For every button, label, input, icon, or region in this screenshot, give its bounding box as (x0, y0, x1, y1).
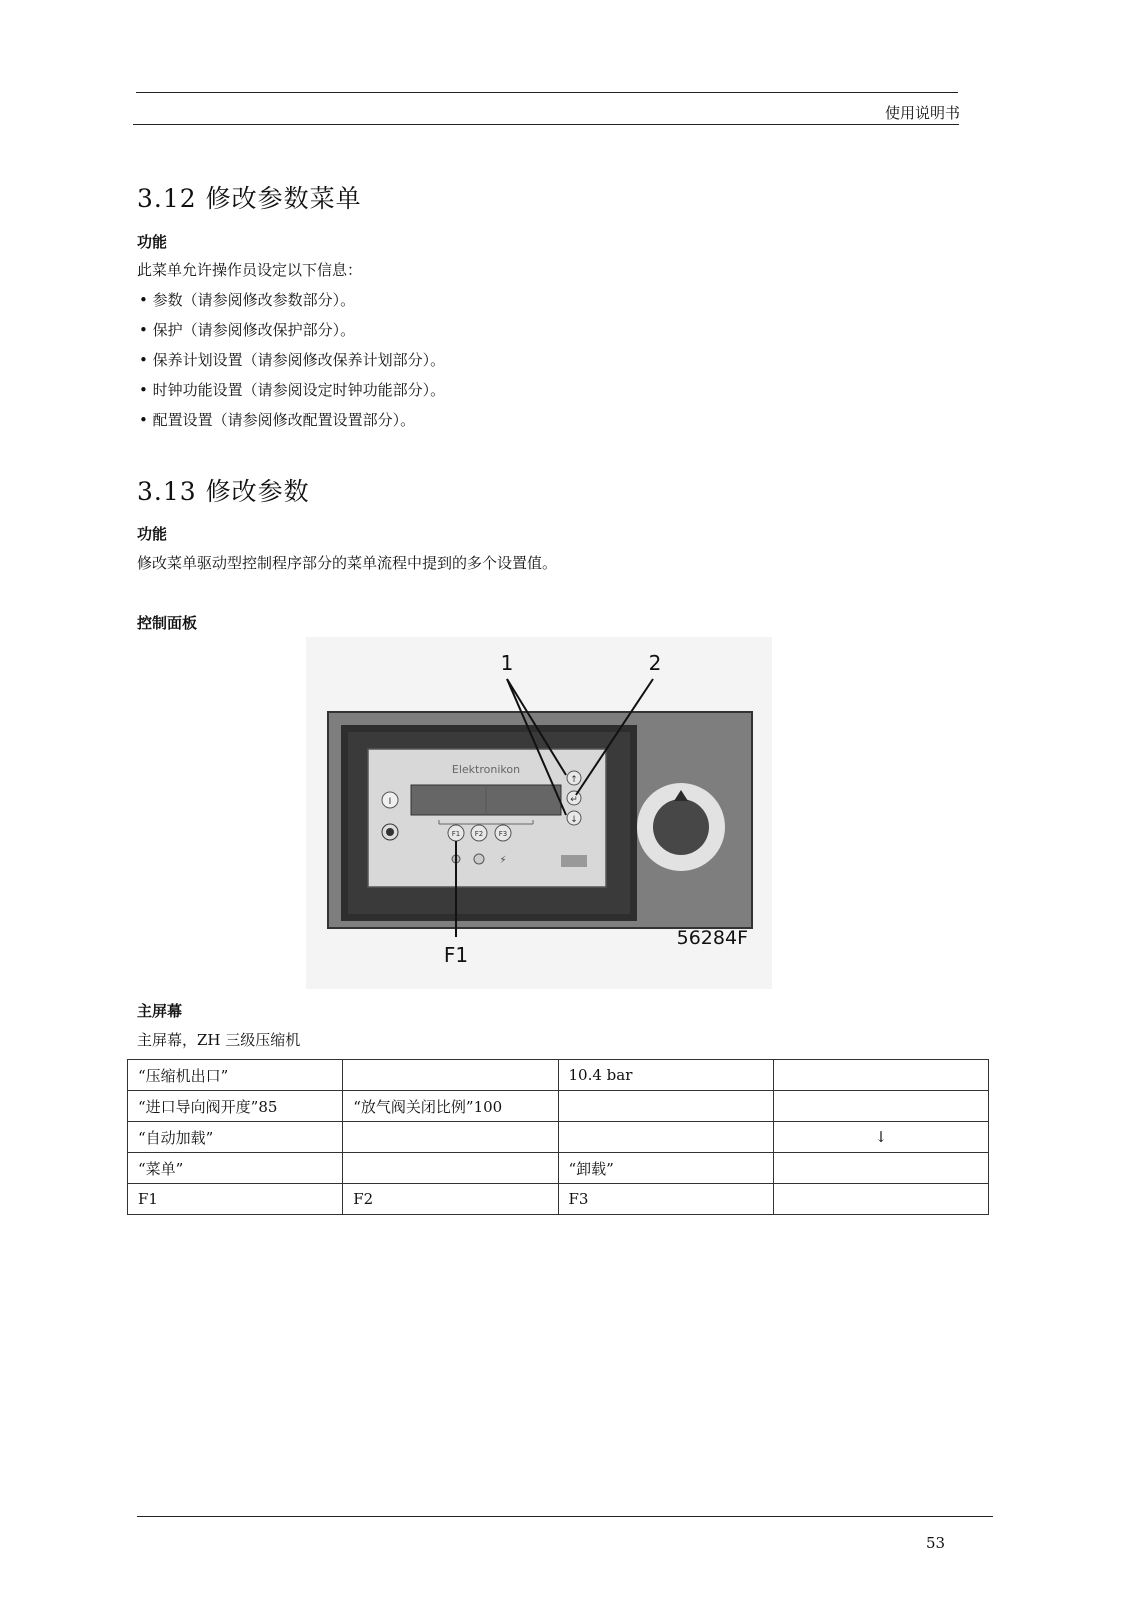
bullet-item: • 配置设置（请参阅修改配置设置部分）。 (139, 405, 445, 435)
table-cell (773, 1184, 988, 1215)
header-title: 使用说明书 (884, 104, 960, 122)
table-cell: “压缩机出口” (128, 1060, 343, 1091)
atlas-logo (561, 855, 587, 867)
svg-text:↓: ↓ (570, 815, 578, 825)
figure-id: 56284F (676, 927, 748, 949)
table-cell (773, 1060, 988, 1091)
table-cell: “自动加载” (128, 1122, 343, 1153)
section-3-12-intro: 此菜单允许操作员设定以下信息： (137, 261, 363, 279)
table-cell (343, 1153, 558, 1184)
table-cell (558, 1091, 773, 1122)
bullet-item: • 保护（请参阅修改保护部分）。 (139, 315, 445, 345)
voltage-icon: ⚡ (499, 855, 507, 866)
table-cell: “进口导向阀开度”85 (128, 1091, 343, 1122)
main-screen-caption: 主屏幕，ZH 三级压缩机 (137, 1031, 301, 1049)
main-screen-table (127, 1059, 989, 1215)
svg-text:↵: ↵ (570, 795, 578, 805)
table-cell (343, 1060, 558, 1091)
section-3-13-title: 3.13 修改参数 (137, 477, 310, 506)
table-cell: 10.4 bar (558, 1060, 773, 1091)
table-cell (773, 1091, 988, 1122)
section-3-12-title: 3.12 修改参数菜单 (137, 184, 362, 213)
control-panel-figure (306, 637, 772, 989)
table-cell: F3 (558, 1184, 773, 1215)
svg-text:F1: F1 (451, 830, 461, 838)
table-cell: “菜单” (128, 1153, 343, 1184)
section-3-12-function-heading: 功能 (137, 233, 168, 251)
callout-f1: F1 (443, 943, 469, 967)
brand-logo: Elektronikon (451, 763, 521, 776)
svg-text:F2: F2 (474, 830, 484, 838)
header-bottom-rule (133, 124, 959, 125)
table-cell (773, 1153, 988, 1184)
callout-2: 2 (648, 651, 662, 675)
control-panel-heading: 控制面板 (137, 614, 198, 632)
section-3-13-description: 修改菜单驱动型控制程序部分的菜单流程中提到的多个设置值。 (137, 554, 558, 572)
emergency-stop-button (653, 799, 709, 855)
table-cell: F1 (128, 1184, 343, 1215)
table-cell: F2 (343, 1184, 558, 1215)
table-row (128, 1091, 989, 1122)
table-row (128, 1184, 989, 1215)
svg-text:↑: ↑ (570, 775, 578, 785)
table-cell: “卸载” (558, 1153, 773, 1184)
main-screen-heading: 主屏幕 (137, 1002, 183, 1020)
table-cell: “放气阀关闭比例”100 (343, 1091, 558, 1122)
header-top-rule (136, 92, 958, 93)
bullet-item: • 时钟功能设置（请参阅设定时钟功能部分）。 (139, 375, 445, 405)
section-3-13-function-heading: 功能 (137, 525, 168, 543)
scroll-down-arrow-icon: ↓ (773, 1122, 988, 1153)
page-number: 53 (926, 1534, 946, 1552)
callout-1: 1 (500, 651, 514, 675)
table-cell (343, 1122, 558, 1153)
table-row (128, 1122, 989, 1153)
bullet-item: • 保养计划设置（请参阅修改保养计划部分）。 (139, 345, 445, 375)
stop-icon (386, 828, 394, 836)
section-3-12-bullet-list (139, 285, 445, 435)
power-icon (474, 854, 484, 864)
footer-rule (137, 1516, 993, 1517)
start-icon: I (388, 797, 392, 807)
svg-text:F3: F3 (498, 830, 508, 838)
bullet-item: • 参数（请参阅修改参数部分）。 (139, 285, 445, 315)
table-row (128, 1153, 989, 1184)
table-cell (558, 1122, 773, 1153)
table-row (128, 1060, 989, 1091)
